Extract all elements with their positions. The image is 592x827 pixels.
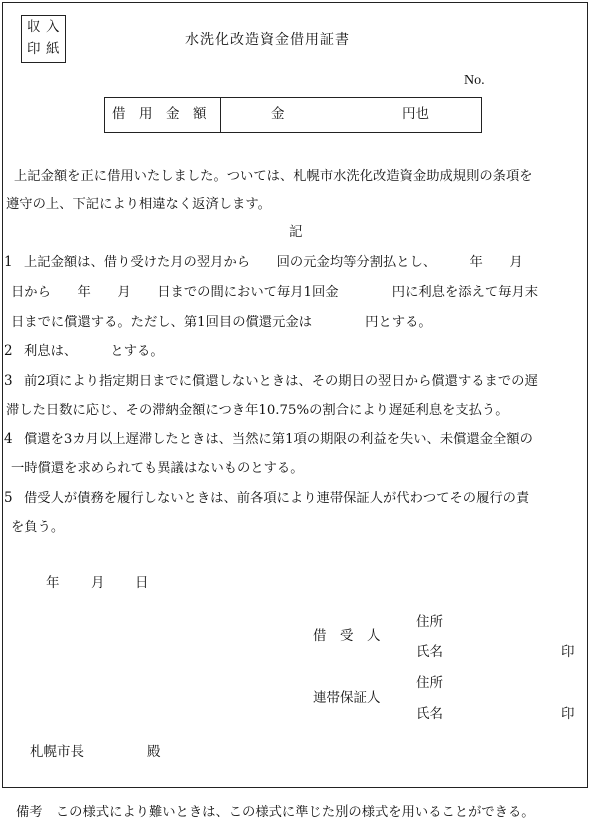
amount-divider xyxy=(220,98,221,132)
item-1-line-1: 上記金額は、借り受けた月の翌月から 回の元金均等分割払とし、 年 月 xyxy=(24,255,523,270)
item-number: 5 xyxy=(4,490,13,506)
amount-suffix: 円也 xyxy=(402,106,429,122)
intro-line-1: 上記金額を正に借用いたしました。ついては、札幌市水洗化改造資金助成規則の条項を xyxy=(14,169,533,184)
guarantor-address-label: 住所 xyxy=(416,675,443,691)
item-4-line-2: 一時償還を求められても異議はないものとする。 xyxy=(11,461,304,476)
borrower-name-label: 氏名 xyxy=(416,644,443,660)
item-2-line-1: 利息は、 とする。 xyxy=(24,344,164,359)
date-year: 年 xyxy=(46,575,60,591)
borrower-seal-mark: 印 xyxy=(561,644,575,660)
document-title: 水洗化改造資金借用証書 xyxy=(185,32,350,48)
honorific: 殿 xyxy=(147,744,161,760)
ki-heading: 記 xyxy=(289,224,303,240)
date-month: 月 xyxy=(91,575,105,591)
item-3-line-1: 前2項により指定期日までに償還しないときは、その期日の翌日から償還するまでの遅 xyxy=(24,374,538,389)
item-1-line-3: 日までに償還する。ただし、第1回目の償還元金は 円とする。 xyxy=(11,315,432,330)
borrower-label: 借 受 人 xyxy=(313,628,381,644)
guarantor-label: 連帯保証人 xyxy=(313,690,381,706)
amount-box xyxy=(104,97,482,133)
stamp-char: 印 xyxy=(27,41,41,57)
guarantor-seal-mark: 印 xyxy=(561,706,575,722)
item-number: 3 xyxy=(4,373,13,389)
stamp-char: 紙 xyxy=(46,41,60,57)
number-label: No. xyxy=(464,73,485,88)
stamp-char: 入 xyxy=(46,19,60,35)
remark-note: 備考 この様式により難いときは、この様式に準じた別の様式を用いることができる。 xyxy=(16,805,535,820)
item-number: 1 xyxy=(4,254,13,270)
date-day: 日 xyxy=(135,575,149,591)
amount-prefix: 金 xyxy=(271,106,285,122)
intro-line-2: 遵守の上、下記により相違なく返済します。 xyxy=(6,197,271,212)
stamp-char: 収 xyxy=(27,19,41,35)
amount-label: 借 用 金 額 xyxy=(112,106,207,122)
revenue-stamp-box xyxy=(21,15,66,63)
guarantor-name-label: 氏名 xyxy=(416,706,443,722)
item-number: 4 xyxy=(4,431,13,447)
item-5-line-2: を負う。 xyxy=(11,520,65,535)
item-4-line-1: 償還を3カ月以上遅滞したときは、当然に第1項の期限の利益を失い、未償還金全額の xyxy=(24,432,533,447)
item-number: 2 xyxy=(4,343,13,359)
borrower-address-label: 住所 xyxy=(416,614,443,630)
mayor-addressee: 札幌市長 xyxy=(30,744,84,760)
item-1-line-2: 日から 年 月 日までの間において毎月1回金 円に利息を添えて毎月末 xyxy=(11,285,539,300)
item-5-line-1: 借受人が債務を履行しないときは、前各項により連帯保証人が代わつてその履行の責 xyxy=(24,491,530,506)
item-3-line-2: 滞した日数に応じ、その滞納金額につき年10.75%の割合により遅延利息を支払う。 xyxy=(6,403,509,418)
